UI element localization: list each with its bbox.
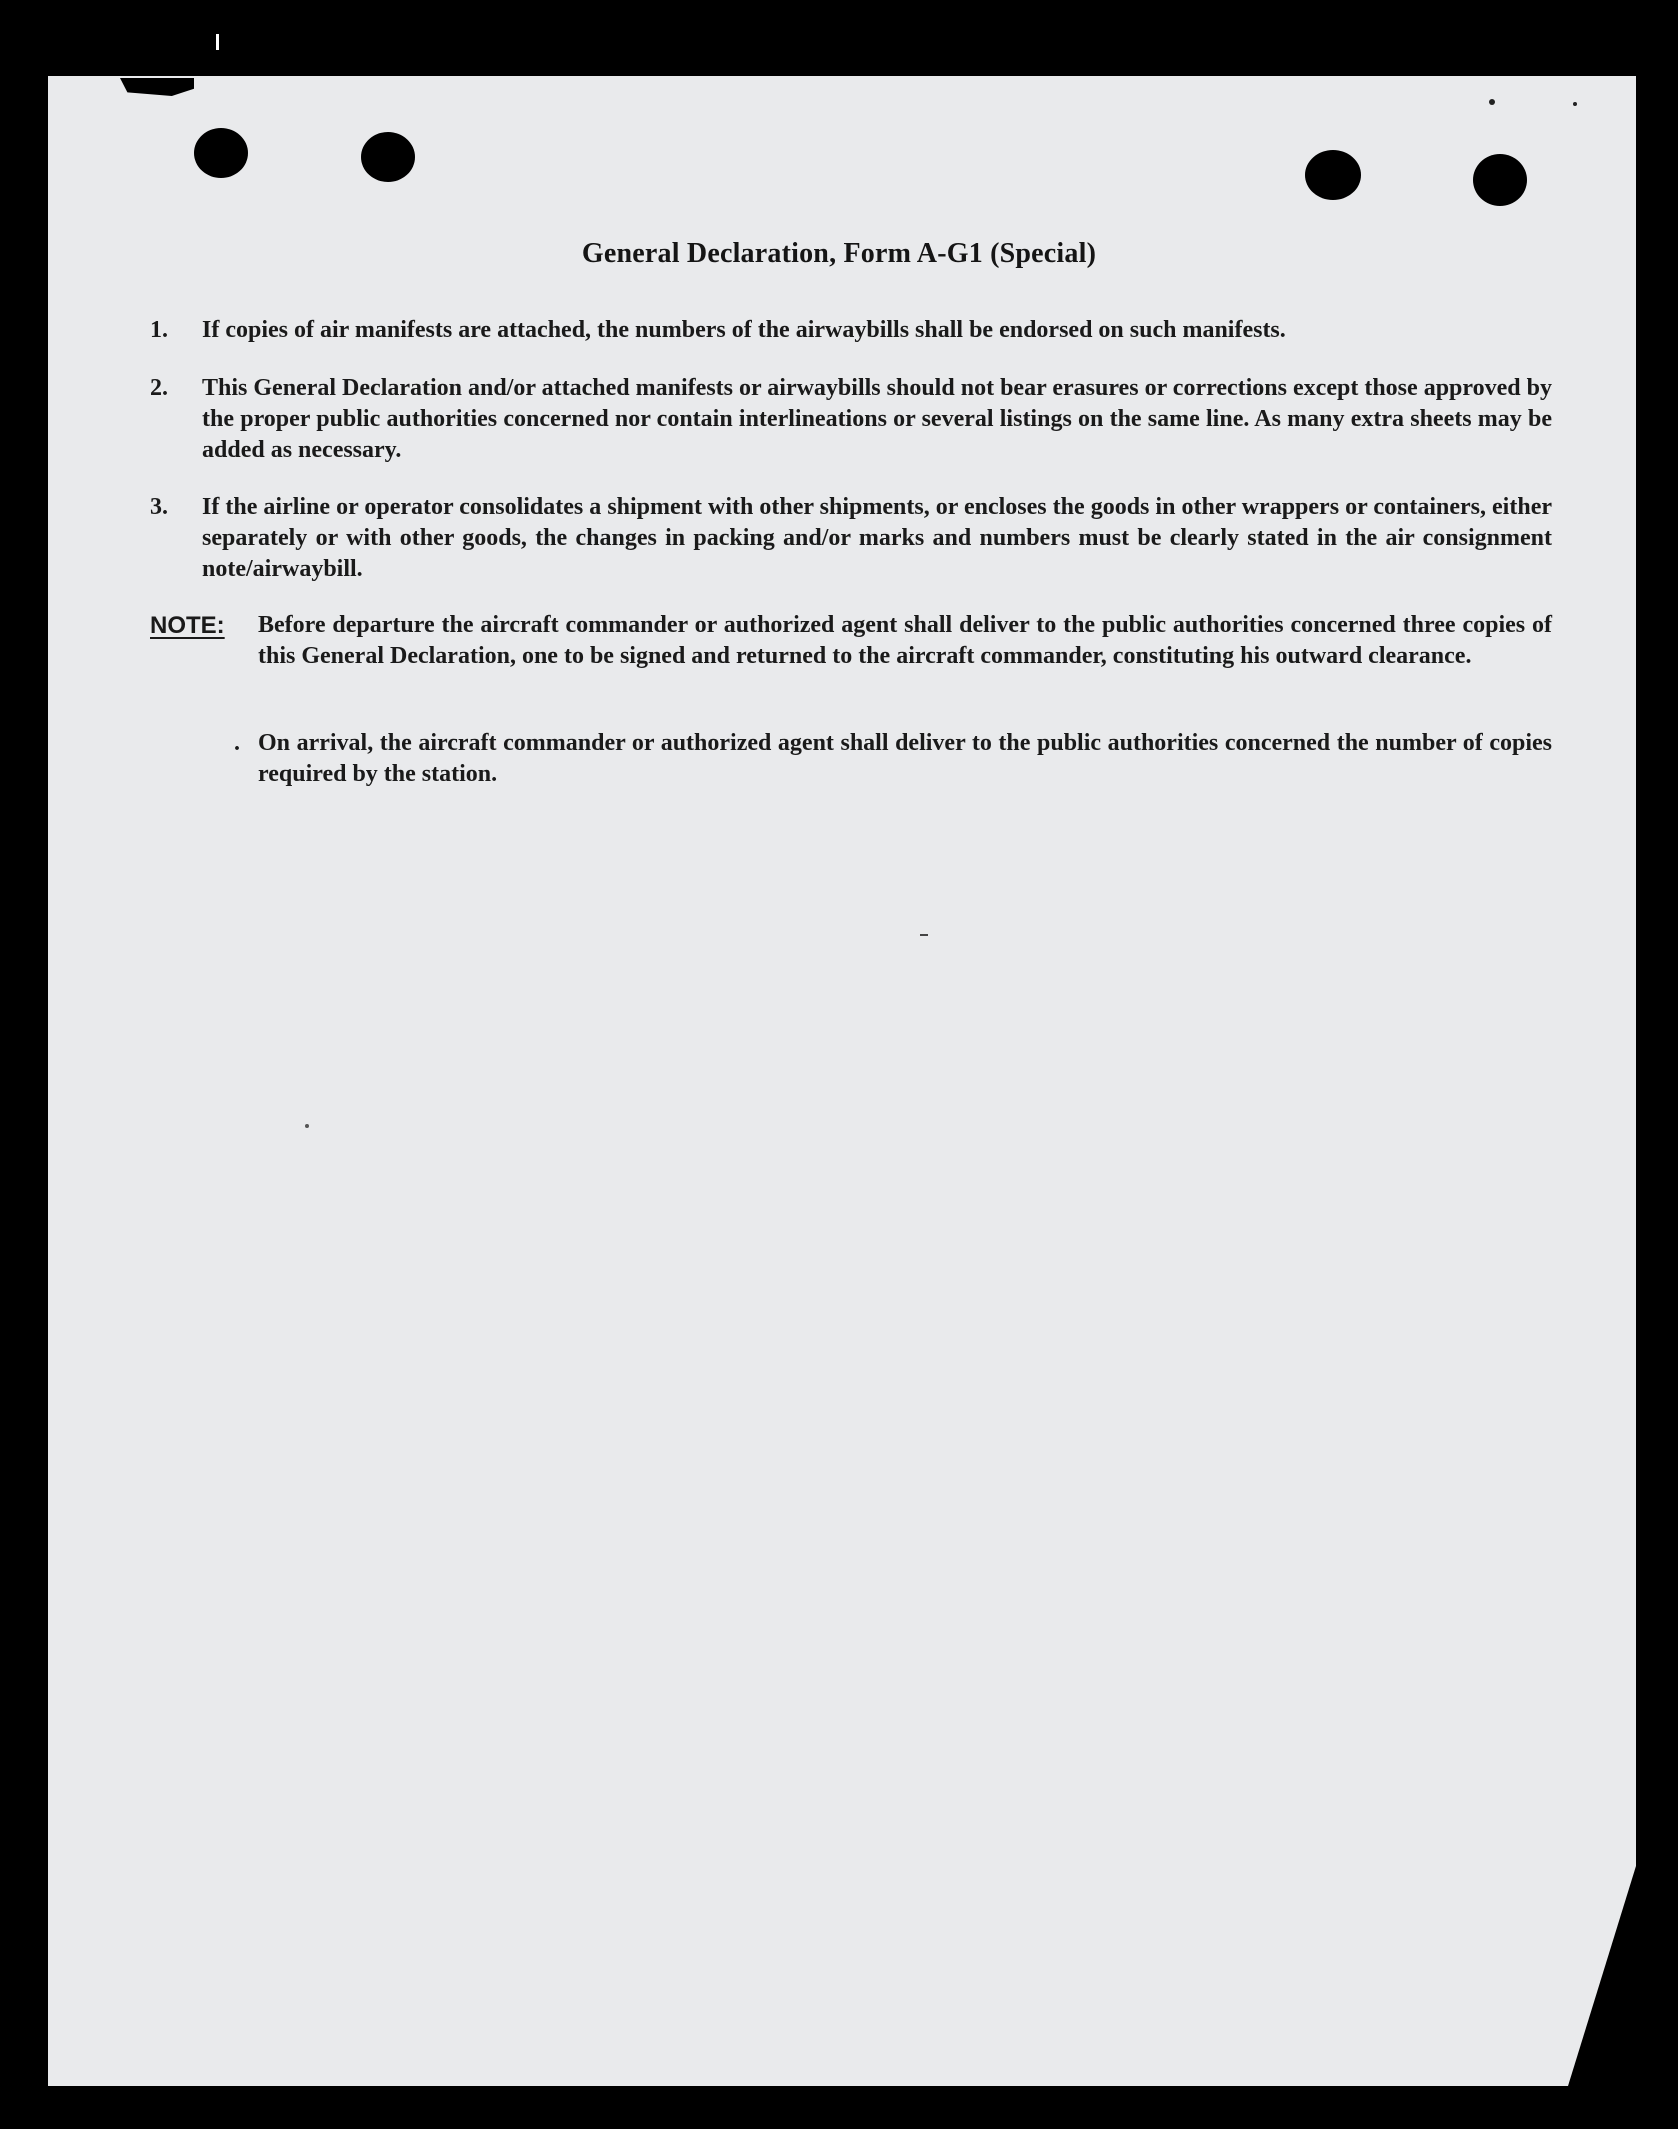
note-text: Before departure the aircraft commander or authorized agent shall deliver to the public authorities concerned three copies of this General Declaration, one to be signed and returned to the aircraft commander, constituting his outward clearance. <box>258 612 1552 669</box>
item-number: 1. <box>150 317 168 343</box>
item-text: This General Declaration and/or attached manifests or airwaybills should not bear erasures or corrections except those approved by the proper public authorities concerned nor contain interlineations or several listings on the same line. As many extra sheets may be added as necessary. <box>202 375 1552 463</box>
note-arrival-text: On arrival, the aircraft commander or authorized agent shall deliver to the public authorities concerned the number of copies required by the station. <box>258 730 1552 787</box>
note-label: NOTE: <box>150 612 225 639</box>
bullet-dot: . <box>234 730 240 756</box>
note-block <box>150 610 1552 672</box>
list-item <box>150 315 1552 346</box>
item-number: 3. <box>150 494 168 520</box>
item-text: If the airline or operator consolidates a shipment with other shipments, or encloses the goods in other wrappers or containers, either separately or with other goods, the changes in packing and/or marks and numbers must be clearly stated in the air consignment note/airwaybill. <box>202 494 1552 582</box>
item-text: If copies of air manifests are attached, the numbers of the airwaybills shall be endorsed on such manifests. <box>202 317 1286 343</box>
list-item <box>150 492 1552 585</box>
page-title: General Declaration, Form A-G1 (Special) <box>581 238 1097 269</box>
note-second-paragraph <box>150 728 1552 790</box>
item-number: 2. <box>150 375 168 401</box>
list-item <box>150 373 1552 466</box>
